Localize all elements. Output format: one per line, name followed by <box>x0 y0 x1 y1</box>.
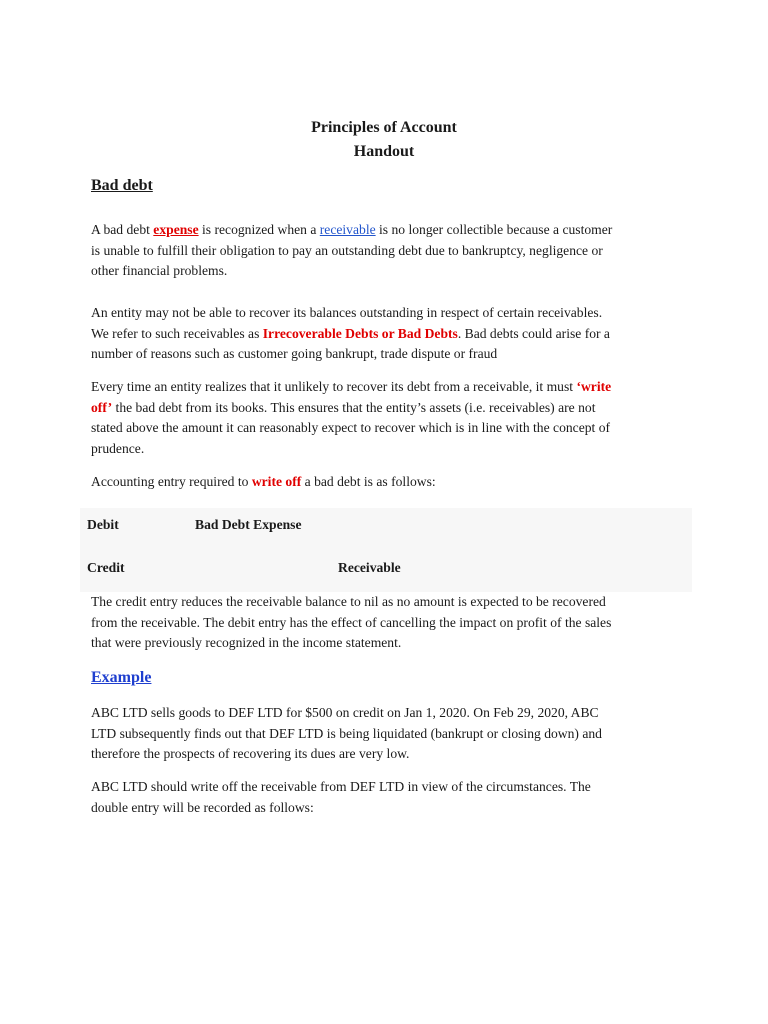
section-heading-example[interactable]: Example <box>91 669 152 686</box>
paragraph-line: ABC LTD should write off the receivable from DEF LTD in view of the circumstances. The <box>91 779 591 794</box>
journal-entry-box <box>80 508 692 592</box>
highlight-write: ‘write <box>576 379 612 394</box>
paragraph-example-conclusion <box>91 777 681 818</box>
text-span: We refer to such receivables as <box>91 325 263 341</box>
paragraph-line: number of reasons such as customer going bankrupt, trade dispute or fraud <box>91 346 498 361</box>
debit-label: Debit <box>87 517 119 532</box>
debit-account: Bad Debt Expense <box>195 517 302 532</box>
credit-label: Credit <box>87 560 125 575</box>
paragraph-line: that were previously recognized in the income statement. <box>91 635 402 650</box>
paragraph-entry-explanation <box>91 592 681 654</box>
paragraph-line: other financial problems. <box>91 263 228 278</box>
text-span: the bad debt from its books. This ensures that the entity’s assets (i.e. receivables) are not <box>112 399 596 415</box>
highlight-write-off: write off <box>251 474 302 489</box>
paragraph-irrecoverable <box>91 303 681 365</box>
section-heading-bad-debt: Bad debt <box>91 177 153 194</box>
text-span: is recognized when a <box>198 222 320 237</box>
paragraph-line: double entry will be recorded as follows: <box>91 799 314 815</box>
paragraph-line: therefore the prospects of recovering its dues are very low. <box>91 746 410 761</box>
text-span: A bad debt <box>91 222 154 237</box>
credit-account: Receivable <box>338 560 401 575</box>
paragraph-line: from the receivable. The debit entry has the effect of cancelling the impact on profit of the sales <box>91 614 612 630</box>
paragraph-line: is unable to fulfill their obligation to pay an outstanding debt due to bankruptcy, negligence or <box>91 242 603 258</box>
page-title: Principles of Account <box>311 119 457 136</box>
text-span: is no longer collectible because a customer <box>375 222 613 237</box>
page-subtitle: Handout <box>353 143 415 160</box>
text-span: . Bad debts could arise for a <box>457 325 610 341</box>
paragraph-line: stated above the amount it can reasonably expect to recover which is in line with the concept of <box>91 420 611 435</box>
paragraph-write-off <box>91 377 681 459</box>
highlight-expense: expense <box>153 222 199 237</box>
paragraph-line: The credit entry reduces the receivable balance to nil as no amount is expected to be recovered <box>91 594 606 609</box>
paragraph-line: prudence. <box>91 440 145 456</box>
text-span: a bad debt is as follows: <box>301 474 436 489</box>
link-receivable[interactable]: receivable <box>319 222 376 237</box>
paragraph-example-scenario <box>91 703 681 765</box>
text-span: Every time an entity realizes that it unlikely to recover its debt from a receivable, it must <box>91 379 577 394</box>
paragraph-line: An entity may not be able to recover its balances outstanding in respect of certain receivables. <box>91 305 603 320</box>
paragraph-line: LTD subsequently finds out that DEF LTD is being liquidated (bankrupt or closing down) and <box>91 725 602 741</box>
paragraph-line <box>91 220 681 241</box>
paragraph-line <box>91 324 681 345</box>
text-span: Accounting entry required to <box>91 474 252 489</box>
paragraph-line <box>91 398 681 419</box>
paragraph-line: ABC LTD sells goods to DEF LTD for $500 on credit on Jan 1, 2020. On Feb 29, 2020, ABC <box>91 705 599 720</box>
highlight-off: off’ <box>91 399 113 415</box>
paragraph-entry-intro <box>91 472 681 493</box>
paragraph-line <box>91 377 681 398</box>
highlight-irrecoverable-debts: Irrecoverable Debts or Bad Debts <box>262 325 458 341</box>
paragraph-definition <box>91 220 681 282</box>
